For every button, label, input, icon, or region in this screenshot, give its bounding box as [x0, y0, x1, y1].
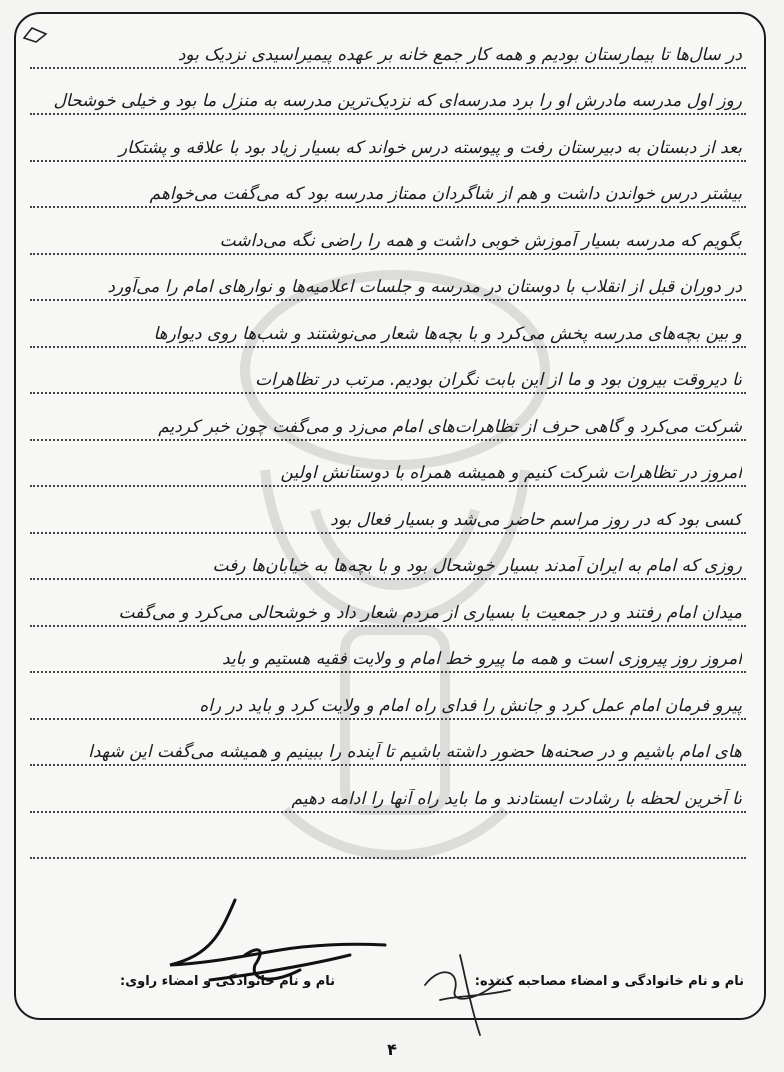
- line-text: میدان امام رفتند و در جمعیت با بسیاری از مردم شعار داد و خوشحالی می‌کرد و می‌گفت: [118, 602, 742, 623]
- form-line: [30, 673, 746, 720]
- form-line: [30, 22, 746, 69]
- form-line: [30, 813, 746, 860]
- line-text: تا دیروقت بیرون بود و ما از این بابت نگران بودیم. مرتب در تظاهرات: [255, 370, 742, 390]
- form-line: [30, 69, 746, 116]
- handwritten-lines: [30, 22, 746, 859]
- interviewer-signature: [410, 945, 520, 1040]
- form-line: [30, 208, 746, 255]
- form-line: [30, 348, 746, 395]
- form-line: [30, 394, 746, 441]
- form-line: [30, 441, 746, 488]
- line-text: و بین بچه‌های مدرسه پخش می‌کرد و با بچه‌ها شعار می‌نوشتند و شب‌ها روی دیوارها: [153, 323, 742, 344]
- interviewer-label: نام و نام خانوادگی و امضاء مصاحبه کننده:: [474, 974, 744, 989]
- line-text: روزی که امام به ایران آمدند بسیار خوشحال بود و با بچه‌ها به خیابان‌ها رفت: [212, 556, 742, 576]
- page-number: ۴: [387, 1040, 397, 1059]
- form-line: [30, 301, 746, 348]
- line-text: در دوران قبل از انقلاب با دوستان در مدرسه و جلسات اعلامیه‌ها و نوارهای امام را می‌آورد: [107, 277, 742, 297]
- form-line: [30, 580, 746, 627]
- line-text: های امام باشیم و در صحنه‌ها حضور داشته باشیم تا آینده را ببینیم و همیشه می‌گفت این شهدا: [88, 742, 742, 762]
- form-line: [30, 487, 746, 534]
- line-text: تا آخرین لحظه با رشادت ایستادند و ما باید راه آنها را ادامه دهیم: [291, 788, 742, 809]
- narrator-label: نام و نام خانوادگی و امضاء راوی:: [120, 974, 335, 989]
- line-text: امروز در تظاهرات شرکت کنیم و همیشه همراه با دوستانش اولین: [280, 463, 742, 483]
- line-text: بعد از دبستان به دبیرستان رفت و پیوسته درس خواند که بسیار زیاد بود با علاقه و پشتکار: [118, 137, 742, 158]
- form-line: [30, 115, 746, 162]
- form-line: [30, 627, 746, 674]
- line-text: کسی بود که در روز مراسم حاضر می‌شد و بسیار فعال بود: [330, 509, 742, 530]
- form-line: [30, 720, 746, 767]
- form-line: [30, 534, 746, 581]
- line-text: پیرو فرمان امام عمل کرد و جانش را فدای راه امام و ولایت کرد و باید در راه: [199, 695, 742, 716]
- line-text: شرکت می‌کرد و گاهی حرف از تظاهرات‌های امام می‌زد و می‌گفت چون خبر کردیم: [158, 416, 742, 437]
- line-text: روز اول مدرسه مادرش او را برد مدرسه‌ای که نزدیک‌ترین مدرسه به منزل ما بود و خیلی خوشحال: [53, 91, 742, 111]
- line-text: امروز روز پیروزی است و همه ما پیرو خط امام و ولایت فقیه هستیم و باید: [222, 649, 742, 669]
- form-line: [30, 255, 746, 302]
- line-text: بگویم که مدرسه بسیار آموزش خوبی داشت و همه را راضی نگه می‌داشت: [219, 230, 742, 251]
- line-text: بیشتر درس خواندن داشت و هم از شاگردان ممتاز مدرسه بود که می‌گفت می‌خواهم: [149, 184, 742, 204]
- form-line: [30, 766, 746, 813]
- form-line: [30, 162, 746, 209]
- line-text: در سال‌ها تا بیمارستان بودیم و همه کار جمع خانه بر عهده پیمیراسیدی نزدیک بود: [177, 44, 742, 65]
